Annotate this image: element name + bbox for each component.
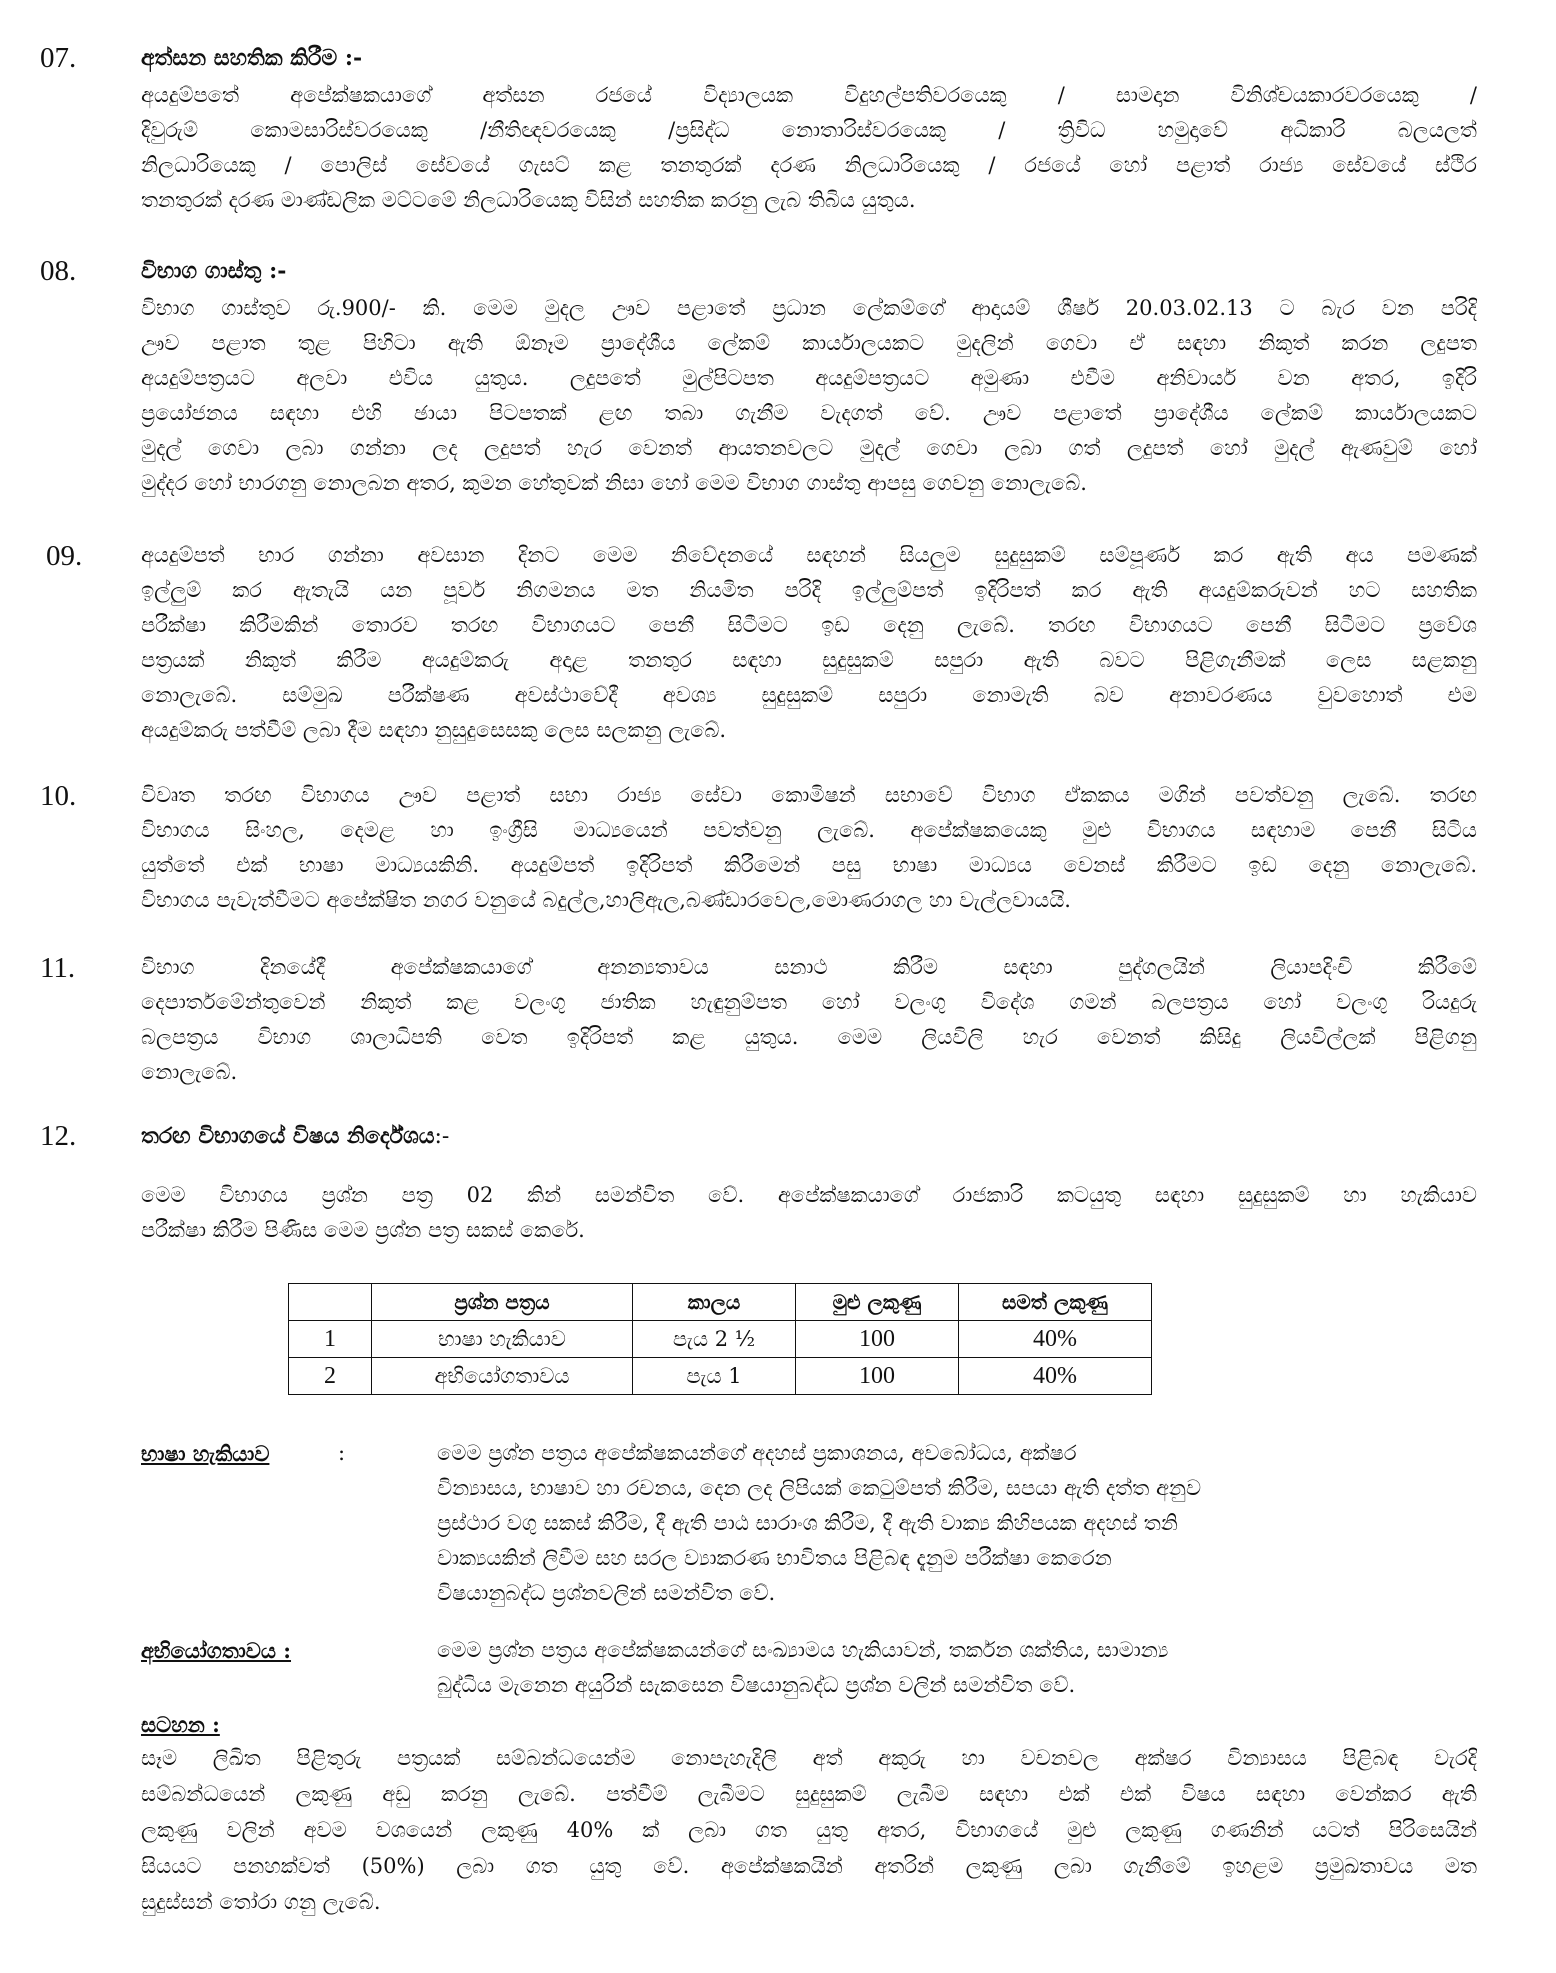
table-header-cell [289,1284,372,1321]
text-line: අයදුම්පත්‍රයට අලවා එවිය යුතුය. ලදුපතේ මුල්පිටපත අයදුම්පත්‍රයට අමුණා එවීම අනිවාර්ය වන අතර, ඉදිරි [141,366,1477,390]
text-line: අයදුම්පතේ අපේක්ෂකයාගේ අත්සන රජයේ විද්‍යාලයක විදුහල්පතිවරයෙකු / සාමදාන විනිශ්චයකාරවරයෙකු / [141,83,1477,107]
description-text [437,1633,1457,1703]
text-line: ප්‍රස්ථාර වගු සකස් කිරීම, දී ඇති පාඨ සාරාංශ කිරීම, දී ඇති වාක්‍ය කිහිපයක අදහස් තනි [437,1511,1178,1535]
table-cell: පැය 1 [633,1358,796,1395]
text-line: මුද්දර හෝ භාරගනු නොලබන අතර, කුමන හේතුවක් නිසා හෝ මෙම විභාග ගාස්තු ආපසු ගෙවනු නොලැබේ. [141,471,1087,495]
text-line: සම්බන්ධයෙන් ලකුණු අඩු කරනු ලැබේ. පත්වීම් ලැබීමට සුදුසුකම් ලැබීම සඳහා එක් එක් විෂය සඳහා වෙන්කර ඇති [141,1782,1477,1806]
section-body [141,538,1477,748]
table-cell: අභියෝගතාවය [372,1358,633,1395]
text-line: අයදුම්කරු පත්වීම් ලබා දීම සඳහා නුසුදුසෙසකු ලෙස සලකනු ලැබේ. [141,718,727,742]
section-body [141,291,1477,501]
text-line: විභාගය සිංහල, දෙමළ හා ඉංග්‍රීසි මාධ්‍යයෙන් පවත්වනු ලැබේ. අපේක්ෂකයෙකු මුළු විභාගය සඳහාම පෙනී සිටිය [141,818,1477,842]
table-header-row [289,1284,1152,1321]
text-line: විභාග ගාස්තුව රු.900/- කි. මෙම මුදල ඌව පළාතේ ප්‍රධාන ලේකම්ගේ ආදායම් ශීර්ෂ 20.03.02.13 ට බැර වන පරිදි [141,296,1477,320]
table-cell: 40% [959,1321,1152,1358]
section-body [141,1178,1477,1248]
description-label: අභියෝගතාවය : [141,1638,292,1663]
text-line: පරීක්ෂා කිරීම පිණිස මෙම ප්‍රශ්න පත්‍ර සකස් කෙරේ. [141,1218,585,1242]
section-body [141,78,1477,218]
text-line: පත්‍රයක් නිකුත් කිරීම අයදුම්කරු අදාළ තනතුර සඳහා සුදුසුකම් සපුරා ඇති බවට පිළිගැනීමක් ලෙස සළකනු [141,648,1477,672]
text-line: විවෘත තරඟ විභාගය ඌව පළාත් සභා රාජ්‍ය සේවා කොමිෂන් සභාවේ විභාග ඒකකය මගින් පවත්වනු ලැබේ. තරඟ [141,783,1477,807]
text-line: යුත්තේ එක් භාෂා මාධ්‍යයකිනි. අයදුම්පත් ඉදිරිපත් කිරීමෙන් පසු භාෂා මාධ්‍යය වෙනස් කිරීමට ඉඩ දෙනු නොලැබේ. [141,853,1477,877]
table-row [289,1358,1152,1395]
text-line: බුද්ධිය මැනෙන අයුරින් සැකසෙන විෂයානුබද්ධ ප්‍රශ්න වලින් සමන්විත වේ. [437,1673,1076,1697]
text-line: බලපත්‍රය විභාග ශාලාධිපති වෙත ඉදිරිපත් කළ යුතුය. මෙම ලියවිලි හැර වෙනත් කිසිදු ලියවිල්ලක් පිළිගනු [141,1025,1477,1049]
table-cell: 40% [959,1358,1152,1395]
table-header-cell: සමත් ලකුණු [959,1284,1152,1321]
text-line: සියයට පනහක්වත් (50%) ලබා ගත යුතු වේ. අපේක්ෂකයින් අතරින් ලකුණු ලබා ගැනීමේ ඉහළම ප්‍රමුඛතාවය මත [141,1854,1477,1878]
text-line: දිවුරුම් කොමසාරිස්වරයෙකු /නීතිඥවරයෙකු /ප්‍රසිද්ධ නොතාරිස්වරයෙකු / ත්‍රිවිධ හමුදාවේ අධිකාරි බලයලත් [141,118,1477,142]
section-number: 07. [40,42,77,74]
section-number: 12. [40,1120,77,1152]
text-line: නොලැබේ. සම්මුඛ පරීක්ෂණ අවස්ථාවේදී අවශ්‍ය සුදුසුකම් සපුරා නොමැති බව අනාවරණය වුවහොත් එම [141,683,1477,707]
section-number: 08. [40,255,77,287]
section-body [141,778,1477,918]
text-line: නොලැබේ. [141,1060,238,1084]
heading-text: තරඟ විභාගයේ විෂය නිර්දේශය [141,1123,435,1149]
table-row [289,1321,1152,1358]
text-line: ඌව පළාත තුළ පිහිටා ඇති ඕනෑම ප්‍රාදේශීය ලේකම් කාර්යාලයකට මුදලින් ගෙවා ඒ සඳහා නිකුත් කරන ලදුපත [141,331,1477,355]
table-cell: භාෂා හැකියාව [372,1321,633,1358]
text-line: වාක්‍යයකින් ලිවීම සහ සරල ව්‍යාකරණ භාවිතය පිළිබඳ දැනුම පරීක්ෂා කෙරෙන [437,1546,1112,1570]
table-cell: 100 [796,1321,959,1358]
table-header-cell: කාලය [633,1284,796,1321]
section-number: 09. [46,540,83,572]
table-cell: පැය 2 ½ [633,1321,796,1358]
text-line: සෑම ලිඛිත පිළිතුරු පත්‍රයක් සම්බන්ධයෙන්ම නොපැහැදිලි අත් අකුරු හා වචනවල අක්ෂර වින්‍යාසය පිළිබඳ වැරදි [141,1746,1477,1770]
heading-suffix: :- [434,1124,450,1149]
section-heading: විභාග ගාස්තු :- [141,258,287,284]
text-line: මෙම විභාගය ප්‍රශ්න පත්‍ර 02 කින් සමන්විත වේ. අපේක්ෂකයාගේ රාජකාරි කටයුතු සඳහා සුදුසුකම් හා හැකියාව [141,1183,1477,1207]
text-line: ඉල්ලුම් කර ඇතැයි යන පූර්ව නිගමනය මත නියමිත පරිදි ඉල්ලුම්පත් ඉදිරිපත් කර ඇති අයදුම්කරුවන් හට සහතික [141,578,1477,602]
table-cell: 2 [289,1358,372,1395]
exam-papers-table [288,1283,1152,1395]
text-line: වින්‍යාසය, භාෂාව හා රචනය, දෙන ලද ලිපියක් කෙටුම්පත් කිරීම, සපයා ඇති දත්ත අනුව [437,1476,1202,1500]
note-text [141,1740,1477,1920]
description-text [437,1436,1457,1611]
text-line: තනතුරක් දරණ මාණ්ඩලික මට්ටමේ නිලධාරියෙකු විසින් සහතික කරනු ලැබ තිබිය යුතුය. [141,188,916,212]
section-heading [141,1118,449,1155]
description-colon: : [338,1441,346,1465]
section-heading: අත්සන සහතික කිරීම :- [141,45,363,71]
table-cell: 1 [289,1321,372,1358]
section-number: 11. [40,952,76,984]
section-number: 10. [40,780,77,812]
text-line: සුදුස්සන් තෝරා ගනු ලැබේ. [141,1890,381,1914]
text-line: මෙම ප්‍රශ්න පත්‍රය අපේක්ෂකයන්ගේ සංඛ්‍යාමය හැකියාවන්, තර්කන ශක්තිය, සාමාන්‍ය [437,1638,1169,1662]
text-line: නිලධාරියෙකු / පොලිස් සේවයේ ගැසට් කළ තනතුරක් දරණ නිලධාරියෙකු / රජයේ හෝ පළාත් රාජ්‍ය සේවයේ ස්ථිර [141,153,1477,177]
text-line: විෂයානුබද්ධ ප්‍රශ්නවලින් සමන්විත වේ. [437,1581,776,1605]
text-line: ලකුණු වලින් අවම වශයෙන් ලකුණු 40% ක් ලබා ගත යුතු අතර, විභාගයේ මුළු ලකුණු ගණනින් යටත් පිරිසෙයින් [141,1818,1477,1842]
note-label: සටහන : [141,1712,220,1737]
section-body [141,950,1477,1090]
text-line: විභාග දිනයේදී අපේක්ෂකයාගේ අනන්‍යතාවය සනාථ කිරීම සඳහා පුද්ගලයින් ලියාපදිංචි කිරීමේ [141,955,1477,979]
table-header-cell: ප්‍රශ්න පත්‍රය [372,1284,633,1321]
text-line: දෙපාර්තමේන්තුවෙන් නිකුත් කළ වලංගු ජාතික හැඳුනුම්පත හෝ වලංගු විදේශ ගමන් බලපත්‍රය හෝ වලංගු රියදුරු [141,990,1477,1014]
table-header-cell: මුළු ලකුණු [796,1284,959,1321]
text-line: මුදල් ගෙවා ලබා ගන්නා ලද ලදුපත් හැර වෙනත් ආයතනවලට මුදල් ගෙවා ලබා ගත් ලදුපත් හෝ මුදල් ඇණවුම් හෝ [141,436,1477,460]
text-line: අයදුම්පත් භාර ගන්නා අවසාන දිනට මෙම නිවේදනයේ සඳහන් සියලුම සුදුසුකම් සම්පූර්ණ කර ඇති අය පමණක් [141,543,1477,567]
description-label: භාෂා හැකියාව [141,1441,270,1466]
text-line: පරීක්ෂා කිරීමකින් තොරව තරඟ විභාගයට පෙනී සිටීමට ඉඩ දෙනු ලැබේ. තරඟ විභාගයට පෙනී සිටීමට ප්‍රවේශ [141,613,1477,637]
text-line: මෙම ප්‍රශ්න පත්‍රය අපේක්ෂකයන්ගේ අදහස් ප්‍රකාශනය, අවබෝධය, අක්ෂර [437,1441,1077,1465]
table-cell: 100 [796,1358,959,1395]
text-line: ප්‍රයෝජනය සඳහා එහි ඡායා පිටපතක් ළඟ තබා ගැනීම වැදගත් වේ. ඌව පළාතේ ප්‍රාදේශීය ලේකම් කාර්යාලයකට [141,401,1477,425]
text-line: විභාගය පැවැත්වීමට අපේක්ෂිත නගර වනුයේ බදුල්ල,හාලිඇල,බණ්ඩාරවෙල,මොණරාගල හා වැල්ලවායයි. [141,888,1071,912]
